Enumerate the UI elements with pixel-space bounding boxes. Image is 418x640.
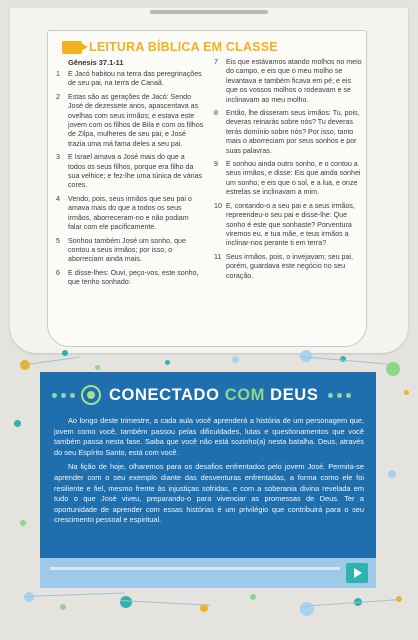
connected-body: [54, 416, 364, 530]
top-divider: [150, 10, 268, 14]
dot: [337, 393, 342, 398]
connected-header: [40, 381, 376, 409]
reading-column-left: [56, 58, 204, 292]
verse: [56, 195, 204, 233]
decorative-bubble: [14, 420, 21, 427]
dot: [328, 393, 333, 398]
dots-right: [328, 393, 351, 398]
verse-text: E disse-lhes: Ouvi, peço-vos, este sonho, que tenho sonhado:: [68, 268, 199, 287]
decorative-bubble: [404, 390, 409, 395]
decorative-bubble: [60, 604, 66, 610]
verse-text: E Jacó habitou na terra das peregrinações de seu pai, na terra de Canaã.: [68, 70, 202, 88]
verse: [56, 269, 204, 288]
footer-line: [50, 567, 340, 570]
verse-number: 11: [214, 252, 222, 261]
decorative-bubble: [388, 470, 396, 478]
video-camera-icon: [62, 41, 82, 54]
verse: [214, 202, 362, 249]
verse-text: Estas são as gerações de Jacó: Sendo José de dezessete anos, apascentava as ovelhas com seus irmãos; e estava este jovem com os filhos de Bila e com os filhos de Zilpa, mulheres de seu pai; e José trazia uma má fama deles a seu pai.: [68, 92, 204, 148]
verse-text: E sonhou ainda outro sonho, e o contou a seus irmãos, e disse: Eis que ainda sonhei um sonho; e eis que o sol, e a lua, e onze estrelas se inclinavam a mim.: [226, 160, 361, 197]
verse: [214, 253, 362, 281]
verse: [214, 109, 362, 156]
verse: [214, 58, 362, 105]
verse-number: 10: [214, 201, 222, 210]
verse-number: 1: [56, 70, 60, 78]
verse-number: 3: [56, 153, 60, 162]
decorative-bubble: [165, 360, 170, 365]
decorative-line: [120, 600, 210, 606]
decorative-bubble: [300, 602, 314, 616]
verse: [56, 237, 204, 265]
dots-left: [52, 393, 75, 398]
verse-text: Vendo, pois, seus irmãos que seu pai o amava mais do que a todos os seus irmãos, aborreceram-no e não podiam falar com ele pacificamente.: [68, 194, 192, 232]
verse-number: 7: [214, 58, 218, 66]
verse-text: Eis que estávamos atando molhos no meio do campo, e eis que o meu molho se levantava e também ficava em pé; e eis que os vossos molhos o rodeavam e se inclinavam ao meu molho.: [226, 58, 362, 104]
verse-number: 4: [56, 194, 60, 203]
dot: [61, 393, 66, 398]
title-part-2: COM: [224, 385, 265, 404]
verse-number: 8: [214, 109, 218, 118]
verse-number: 5: [56, 236, 60, 245]
reading-header: [62, 36, 278, 58]
reading-box: [47, 30, 367, 347]
verse: [56, 153, 204, 191]
target-ring-icon: [81, 385, 101, 405]
connected-panel: [40, 372, 376, 584]
connected-paragraph-1: Ao longo deste trimestre, a cada aula você aprenderá a história de um personagem que, jovem como você, também passou pelas dificuldades, lutas e questionamentos que você também passa nesta fase. Saiba que você não está sozinho(a) nesta batalha. Deus, através do seu Espírito Santo, está com você.: [54, 416, 364, 457]
verse-number: 2: [56, 92, 60, 101]
dot: [70, 393, 75, 398]
verse: [56, 93, 204, 149]
verse-text: E Israel amava a José mais do que a todos os seus filhos, porque era filho da sua velhice; e fez-lhe uma túnica de várias cores.: [68, 153, 203, 190]
decorative-line: [300, 599, 400, 607]
reading-title: LEITURA BÍBLICA EM CLASSE: [89, 40, 278, 54]
decorative-bubble: [24, 592, 34, 602]
dot: [346, 393, 351, 398]
verse: [56, 70, 204, 89]
decorative-bubble: [120, 596, 132, 608]
connected-title: [109, 386, 318, 405]
play-icon: [346, 563, 368, 583]
verse: [214, 160, 362, 198]
decorative-bubble: [250, 594, 256, 600]
title-part-1: CONECTADO: [109, 385, 225, 404]
reading-column-right: [214, 58, 362, 292]
panel-footer-bar: [40, 558, 376, 588]
decorative-line: [24, 593, 124, 597]
reading-reference: Gênesis 37.1-11: [68, 58, 124, 67]
verse-text: Então, lhe disseram seus irmãos: Tu, pois, deveras reinarás sobre nós? Tu deveras terás domínio sobre nós? Por isso, tanto mais o aborreciam por seus sonhos e por suas palavras.: [226, 109, 360, 155]
dot: [52, 393, 57, 398]
verse-number: 6: [56, 268, 60, 277]
verse-text: Sonhou também José um sonho, que contou a seus irmãos; por isso, o aborreciam ainda mais.: [68, 236, 186, 264]
verse-text: Seus irmãos, pois, o invejavam; seu pai, porém, guardava este negócio no seu coração.: [226, 252, 353, 280]
decorative-bubble: [62, 350, 68, 356]
decorative-bubble: [232, 356, 239, 363]
decorative-bubble: [20, 520, 26, 526]
connected-paragraph-2: Na lição de hoje, olharemos para os desafios enfrentados pelo jovem José. Permita-se aprender com o seu exemplo diante das desventuras enfrentadas, a forma como ele foi resiliente e fiel, mesmo frente às injustiças sofridas, e com a soberania divina revelada em tudo o que José viveu, preparando-o para vivenciar as promessas de Deus. Ter a oportunidade de aprender com essas histórias é um privilégio que contribuirá para o seu crescimento pessoal e espiritual.: [54, 462, 364, 525]
verse-text: E, contando-o a seu pai e a seus irmãos, repreendeu-o seu pai e disse-lhe: Que sonho é este que sonhaste? Porventura viremos eu, e tua mãe, e teus irmãos a inclinar-nos perante ti em terra?: [226, 201, 355, 248]
title-part-3: DEUS: [265, 385, 319, 404]
reading-columns: [56, 58, 362, 292]
decorative-bubble: [95, 365, 100, 370]
verse-number: 9: [214, 160, 218, 169]
